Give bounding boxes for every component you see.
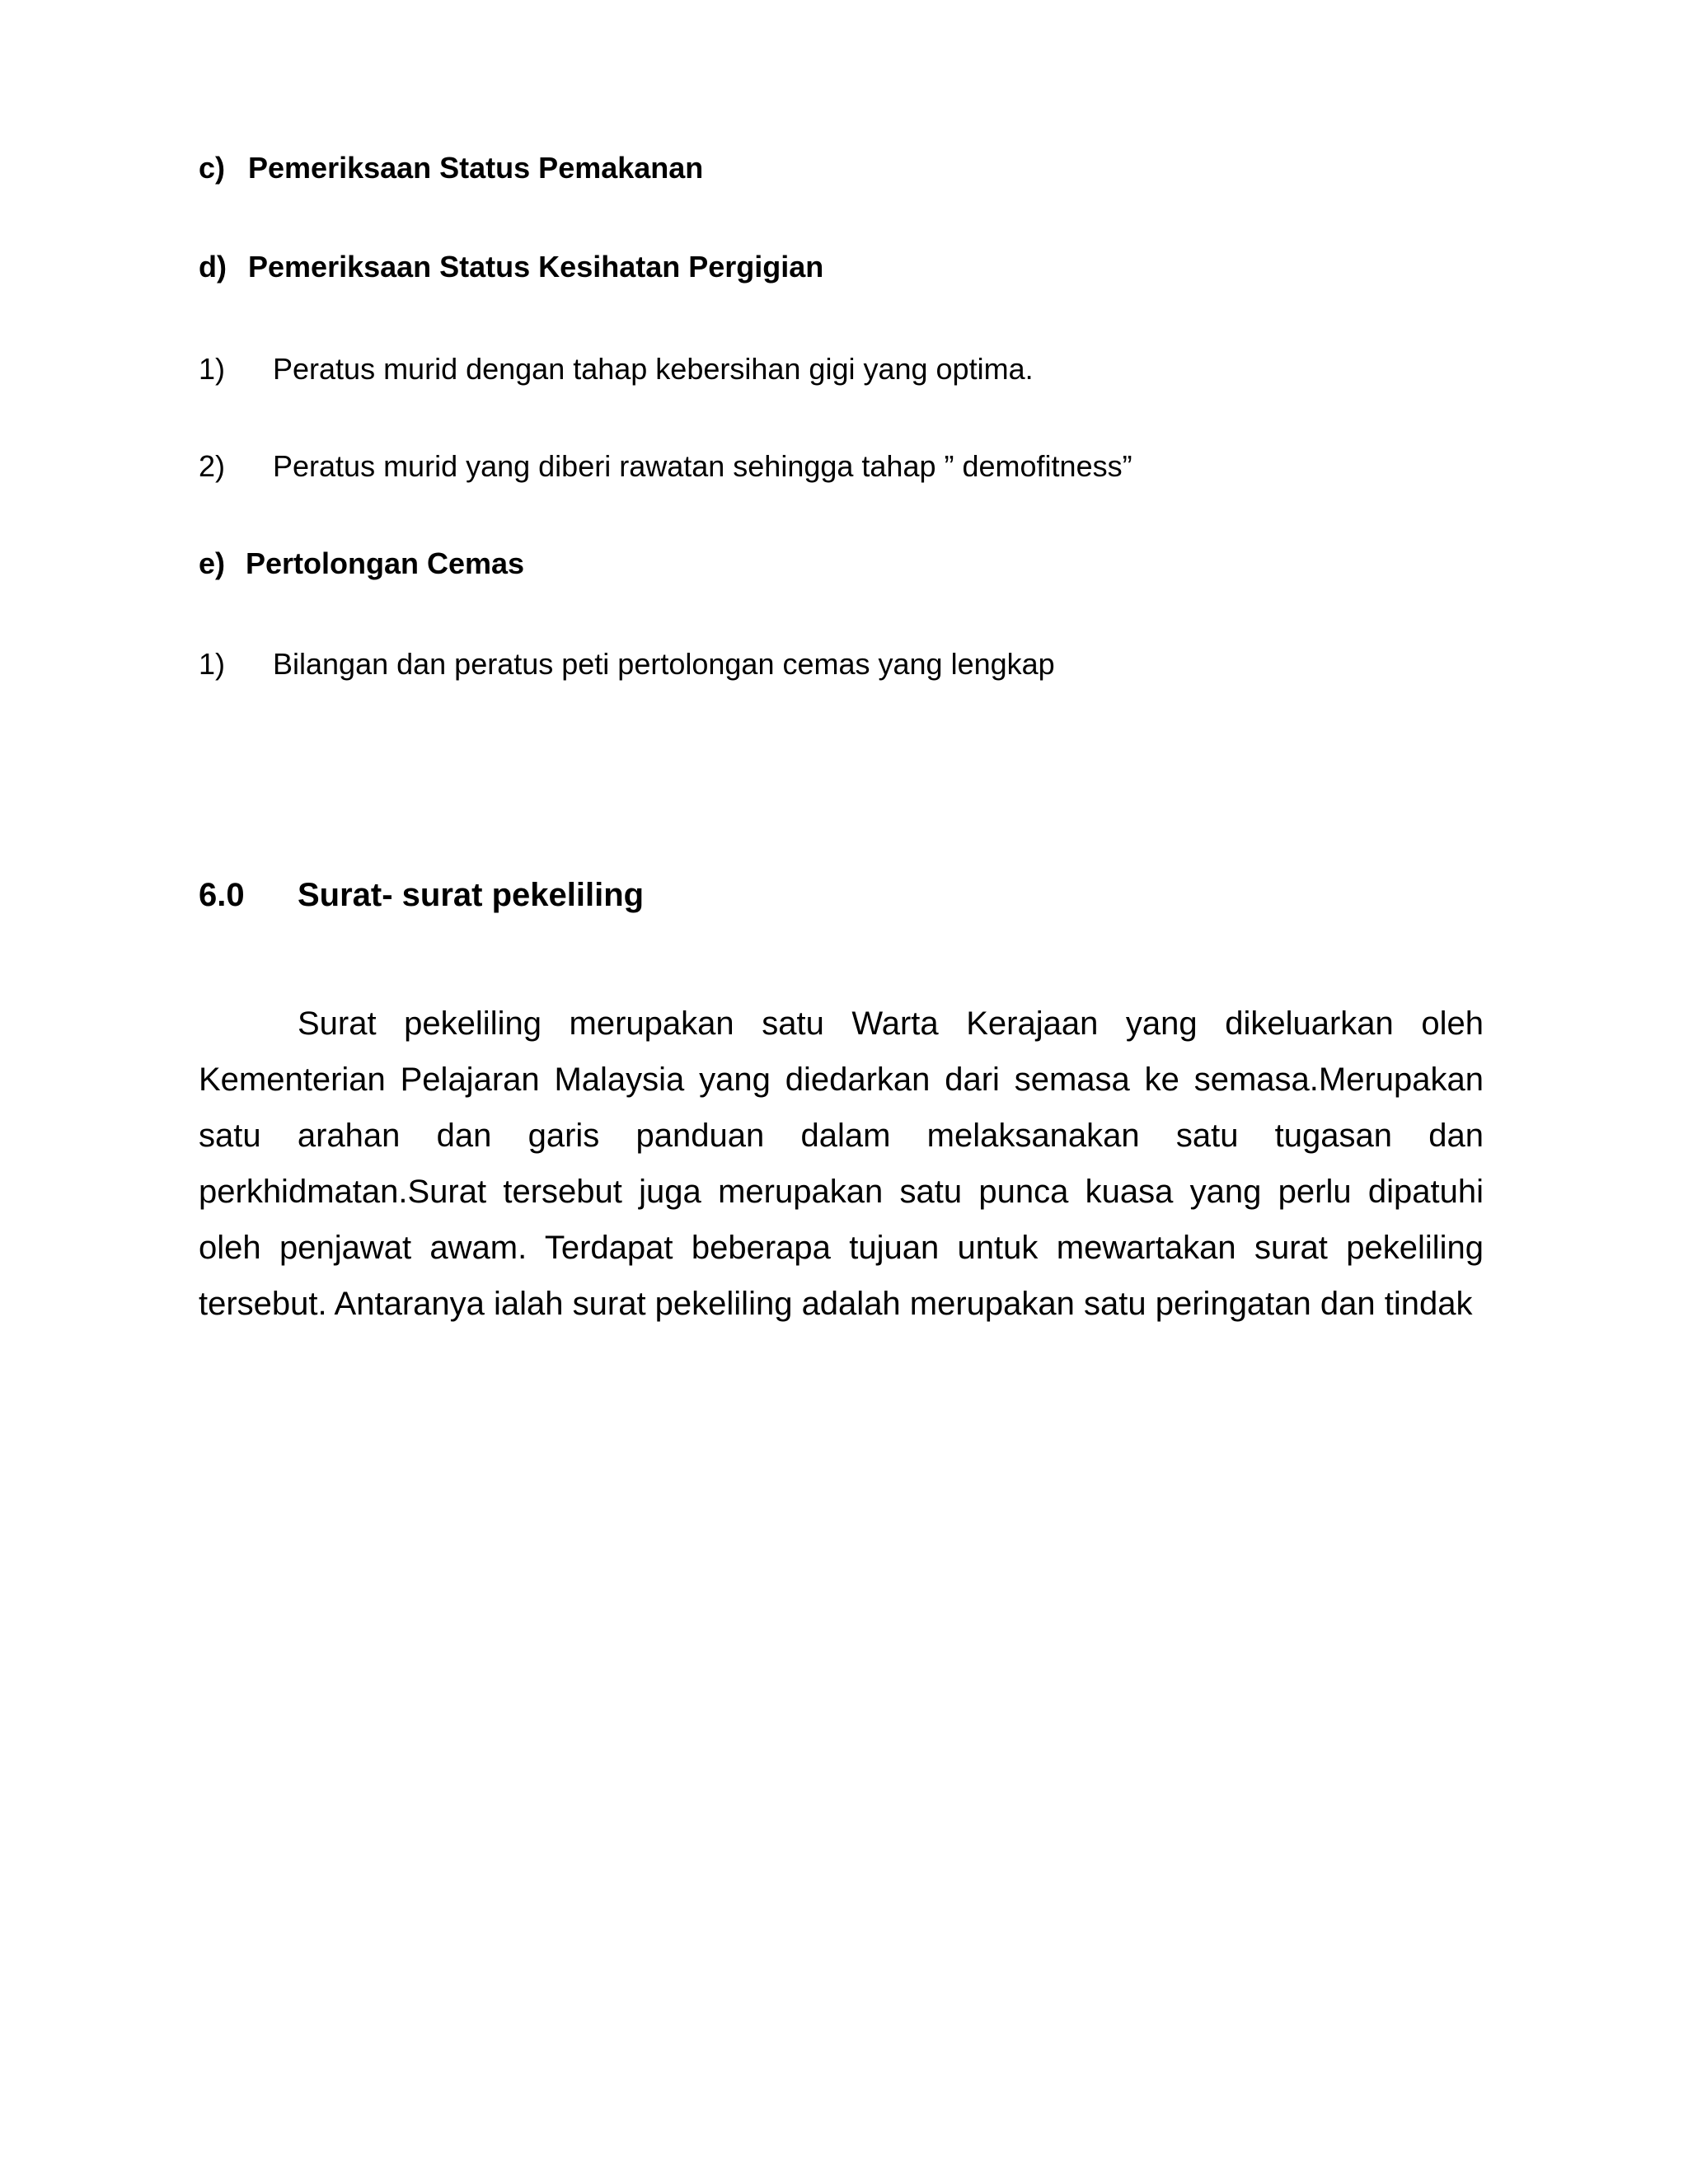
list-item-number: 2) [199, 449, 226, 483]
section-number: 6.0 [199, 877, 245, 913]
section-heading [199, 875, 1023, 915]
section-title: Surat- surat pekeliling [298, 877, 645, 913]
subheading-d-letter: d) [199, 250, 227, 284]
subheading-e [199, 546, 524, 582]
list-item [199, 351, 1353, 387]
subheading-e-title: Pertolongan Cemas [246, 546, 525, 580]
list-item [199, 448, 1353, 485]
subheading-c [199, 150, 703, 186]
subheading-d [199, 249, 823, 285]
list-item-text: Peratus murid dengan tahap kebersihan gigi yang optima. [273, 352, 1034, 386]
subheading-e-letter: e) [199, 546, 226, 580]
subheading-c-letter: c) [199, 151, 226, 185]
list-item [199, 646, 1353, 682]
list-item-text: Peratus murid yang diberi rawatan sehingga tahap ” demofitness” [273, 449, 1132, 483]
list-item-text: Bilangan dan peratus peti pertolongan cemas yang lengkap [273, 647, 1055, 681]
list-item-number: 1) [199, 647, 226, 681]
subheading-d-title: Pemeriksaan Status Kesihatan Pergigian [248, 250, 824, 284]
body-paragraph: Surat pekeliling merupakan satu Warta Kerajaan yang dikeluarkan oleh Kementerian Pelajaran Malaysia yang diedarkan dari semasa ke semasa.Merupakan satu arahan dan garis panduan dalam melaksanakan satu tugasan dan perkhidmatan.Surat tersebut juga merupakan satu punca kuasa yang perlu dipatuhi oleh penjawat awam. Terdapat beberapa tujuan untuk mewartakan surat pekeliling tersebut. Antaranya ialah surat pekeliling adalah merupakan satu peringatan dan tindak [199, 1005, 1484, 1322]
list-item-number: 1) [199, 352, 226, 386]
subheading-c-title: Pemeriksaan Status Pemakanan [248, 151, 704, 185]
